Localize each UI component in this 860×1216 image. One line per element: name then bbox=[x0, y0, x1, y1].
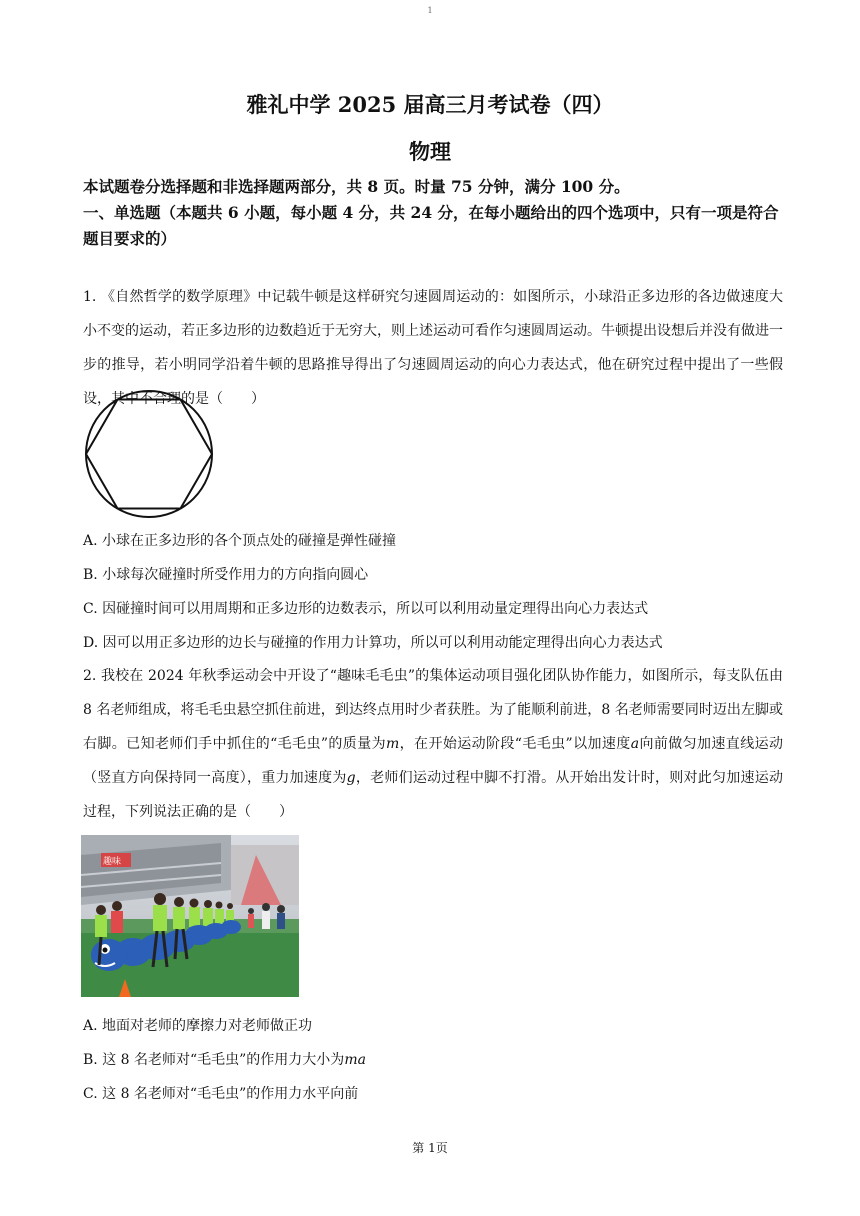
question-2-option-b: B. 这 8 名老师对“毛毛虫”的作用力大小为ma bbox=[83, 1052, 366, 1068]
question-2-stem: 2. 我校在 2024 年秋季运动会中开设了“趣味毛毛虫”的集体运动项目强化团队协作能力，如图所示，每支队伍由 8 名老师组成，将毛毛虫悬空抓住前进，到达终点用时少者获胜。为了能顺利前进，8 名老师需要同时迈出左脚或右脚。已知老师们手中抓住的“毛毛虫”的质量为m，在开始运动阶段“毛毛虫”以加速度a向前做匀加速直线运动（竖直方向保持同一高度），重力加速度为g，老师们运动过程中脚不打滑。从开始出发计时，则对此匀加速运动过程，下列说法正确的是（ ） bbox=[83, 668, 784, 820]
question-2-option-a: A. 地面对老师的摩擦力对老师做正功 bbox=[83, 1018, 313, 1034]
question-1-option-a: A. 小球在正多边形的各个顶点处的碰撞是弹性碰撞 bbox=[83, 533, 397, 549]
question-1-option-d: D. 因可以用正多边形的边长与碰撞的作用力计算功，所以可以利用动能定理得出向心力表达式 bbox=[83, 635, 663, 651]
exam-title: 雅礼中学 2025 届高三月考试卷（四） bbox=[246, 92, 614, 117]
photo-banner-text: 趣味 bbox=[103, 857, 122, 867]
question-1-option-b: B. 小球每次碰撞时所受作用力的方向指向圆心 bbox=[83, 567, 369, 583]
page-mark: 1 bbox=[427, 6, 433, 15]
page-number: 第 1页 bbox=[412, 1141, 448, 1155]
subject-title: 物理 bbox=[409, 139, 451, 164]
question-1-option-c: C. 因碰撞时间可以用周期和正多边形的边数表示，所以可以利用动量定理得出向心力表达式 bbox=[83, 601, 649, 617]
hexagon-in-circle-figure bbox=[83, 390, 217, 520]
variable-m: m bbox=[385, 736, 400, 752]
variable-g: g bbox=[346, 770, 356, 786]
exam-instructions: 本试题卷分选择题和非选择题两部分，共 8 页。时量 75 分钟，满分 100 分。 bbox=[83, 177, 630, 196]
question-1-stem: 1. 《自然哲学的数学原理》中记载牛顿是这样研究匀速圆周运动的：如图所示，小球沿正多边形的各边做速度大小不变的运动，若正多边形的边数趋近于无穷大，则上述运动可看作匀速圆周运动。牛顿提出设想后并没有做进一步的推导，若小明同学沿着牛顿的思路推导得出了匀速圆周运动的向心力表达式，他在研究过程中提出了一些假设，其中不合理的是（ ） bbox=[83, 289, 783, 407]
variable-ma: ma bbox=[344, 1052, 366, 1068]
section-heading: 一、单选题（本题共 6 小题，每小题 4 分，共 24 分，在每小题给出的四个选项中，只有一项是符合题目要求的） bbox=[83, 203, 779, 248]
caterpillar-race-photo bbox=[81, 835, 299, 997]
variable-a: a bbox=[630, 736, 640, 752]
question-2-option-c: C. 这 8 名老师对“毛毛虫”的作用力水平向前 bbox=[83, 1086, 359, 1102]
